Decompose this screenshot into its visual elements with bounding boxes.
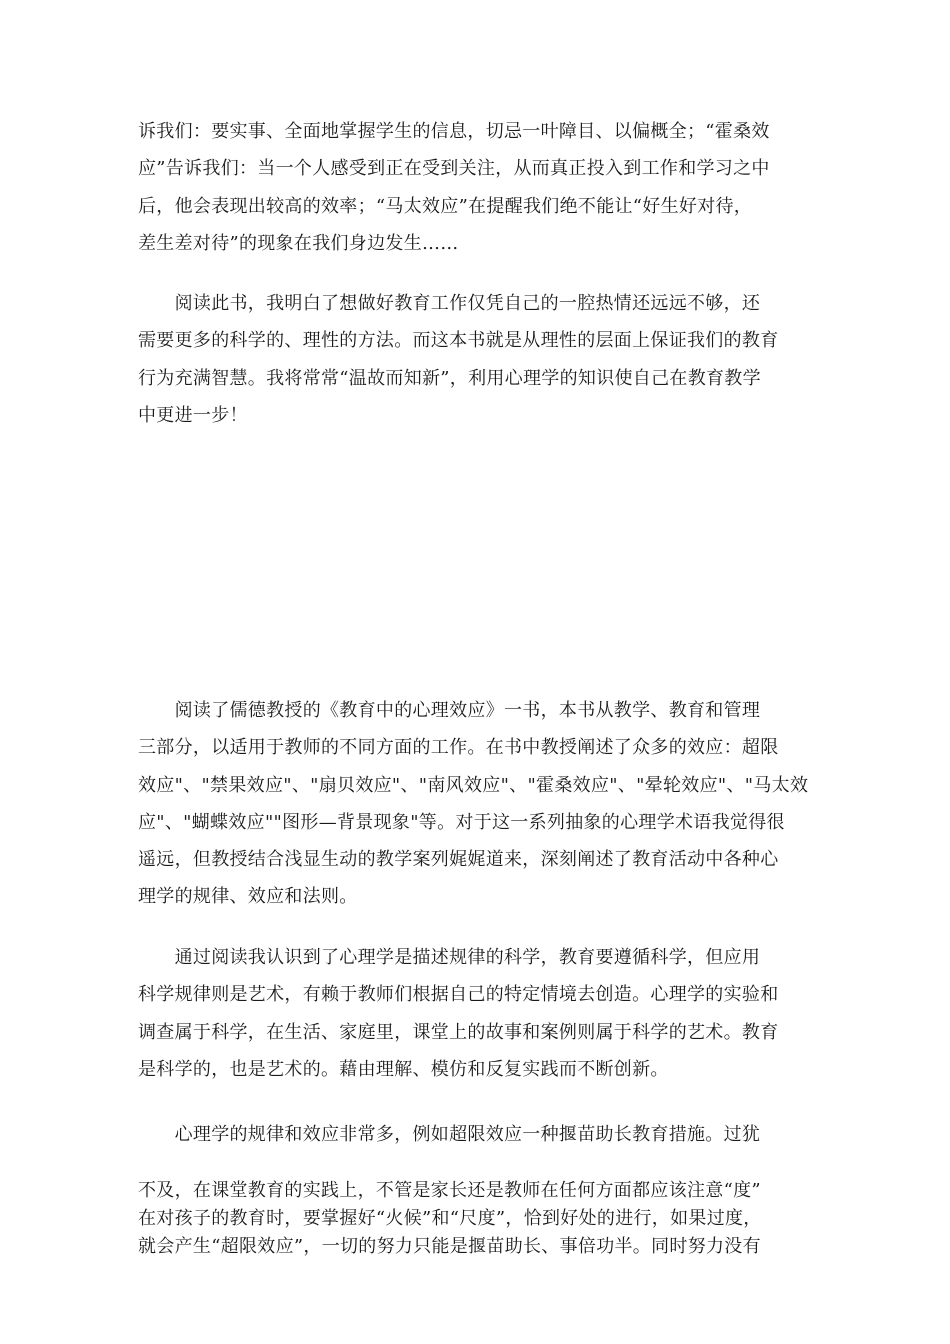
- paragraph-overload-effect: 心理学的规律和效应非常多，例如超限效应一种揠苗助长教育措施。过犹 不及，在课堂教育的实践上，不管是家长还是教师在任何方面都应该注意“度” 在对孩子的教育时，要掌握好“火候”和“尺度”，恰到好处的进行，如果过度， 就会产生“超限效应”，一切的努力只能是揠苗助长、事倍功半。同时努力没有: [138, 1124, 762, 1257]
- paragraph-science-and-art: 通过阅读我认识到了心理学是描述规律的科学，教育要遵循科学，但应用 科学规律则是艺术，有赖于教师们根据自己的特定情境去创造。心理学的实验和 调查属于科学，在生活、家庭里，课堂上的故事和案例则属于科学的艺术。教育 是科学的，也是艺术的。藉由理解、模仿和反复实践而不断创新。: [138, 947, 779, 1080]
- paragraph-reading-reflection: 阅读此书，我明白了想做好教育工作仅凭自己的一腔热情还远远不够，还 需要更多的科学的、理性的方法。而这本书就是从理性的层面上保证我们的教育 行为充满智慧。我将常常“温故而知新”，利用心理学的知识使自己在教育教学 中更进一步！: [138, 293, 779, 426]
- paragraph-effects-summary: 诉我们：要实事、全面地掌握学生的信息，切忌一叶障目、以偏概全；“霍桑效 应”告诉我们：当一个人感受到正在受到关注，从而真正投入到工作和学习之中 后，他会表现出较高的效率；“马太效应”在提醒我们绝不能让“好生好对待， 差生差对待”的现象在我们身边发生……: [138, 121, 770, 254]
- paragraph-book-introduction: 阅读了儒德教授的《教育中的心理效应》一书，本书从教学、教育和管理 三部分，以适用于教师的不同方面的工作。在书中教授阐述了众多的效应：超限 效应"、"禁果效应"、"扇贝效应"、"南风效应"、"霍桑效应"、"晕轮效应"、"马太效 应"、"蝴蝶效应""图形—背景现象"等。对于这一系列抽象的心理学术语我觉得很 遥远，但教授结合浅显生动的教学案列娓娓道来，深刻阐述了教育活动中各种心 理学的规律、效应和法则。: [138, 700, 809, 908]
